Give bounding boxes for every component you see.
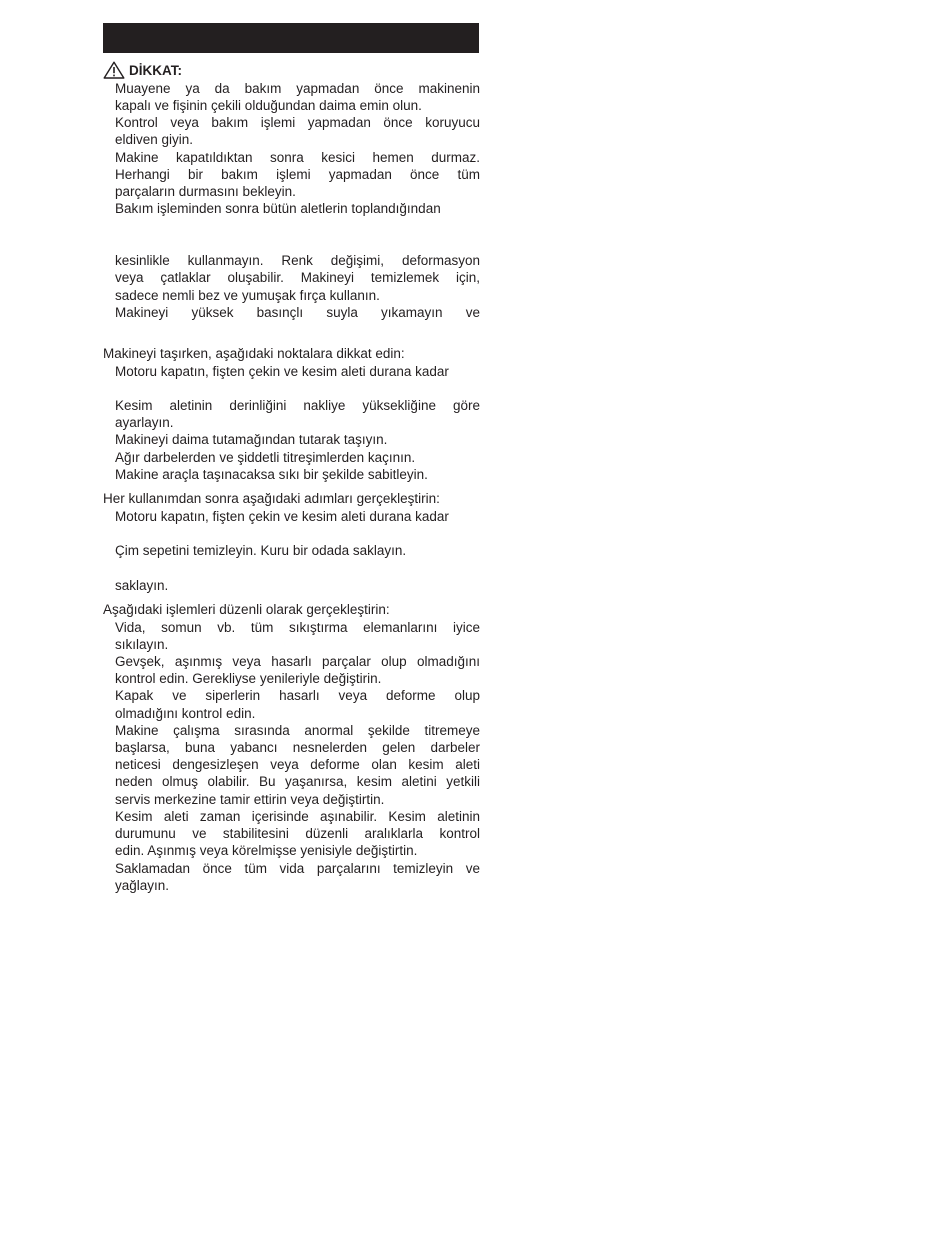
text-line: Kesim aleti zaman içerisinde aşınabilir. Kesim aletinin xyxy=(115,809,480,824)
section-intro-transport: Makineyi taşırken, aşağıdaki noktalara dikkat edin: xyxy=(103,346,405,361)
text-line: durumunu ve stabilitesini düzenli aralıklarla kontrol xyxy=(115,826,480,841)
text-line: Makineyi yüksek basınçlı suyla yıkamayın ve xyxy=(115,305,480,320)
text-line: Muayene ya da bakım yapmadan önce makinenin xyxy=(115,81,480,96)
text-line: Vida, somun vb. tüm sıkıştırma elemanlarını iyice xyxy=(115,620,480,635)
text-line: yağlayın. xyxy=(115,878,170,893)
text-line: kesinlikle kullanmayın. Renk değişimi, deformasyon xyxy=(115,253,480,268)
warning-triangle-icon xyxy=(103,61,125,79)
text-line: Saklamadan önce tüm vida parçalarını temizleyin ve xyxy=(115,861,480,876)
text-line: Kesim aletinin derinliğini nakliye yüksekliğine göre xyxy=(115,398,480,413)
text-line: başlarsa, buna yabancı nesnelerden gelen darbeler xyxy=(115,740,480,755)
text-line: Motoru kapatın, fişten çekin ve kesim aleti durana kadar xyxy=(115,509,449,524)
text-line: Gevşek, aşınmış veya hasarlı parçalar olup olmadığını xyxy=(115,654,480,669)
text-line: Herhangi bir bakım işlemi yapmadan önce tüm xyxy=(115,167,480,182)
text-line: Makine araçla taşınacaksa sıkı bir şekilde sabitleyin. xyxy=(115,467,428,482)
text-line: Makineyi daima tutamağından tutarak taşıyın. xyxy=(115,432,388,447)
text-line: Ağır darbelerden ve şiddetli titreşimlerden kaçının. xyxy=(115,450,416,465)
section-intro-after-use: Her kullanımdan sonra aşağıdaki adımları gerçekleştirin: xyxy=(103,491,440,506)
text-line: kontrol edin. Gerekliyse yenileriyle değiştirin. xyxy=(115,671,382,686)
text-line: olmadığını kontrol edin. xyxy=(115,706,256,721)
text-line: veya çatlaklar oluşabilir. Makineyi temizlemek için, xyxy=(115,270,480,285)
text-line: servis merkezine tamir ettirin veya değiştirtin. xyxy=(115,792,385,807)
text-line: Motoru kapatın, fişten çekin ve kesim aleti durana kadar xyxy=(115,364,449,379)
text-line: parçaların durmasını bekleyin. xyxy=(115,184,296,199)
text-line: kapalı ve fişinin çekili olduğundan daima emin olun. xyxy=(115,98,422,113)
caution-label: DİKKAT: xyxy=(129,62,182,78)
text-line: Kontrol veya bakım işlemi yapmadan önce koruyucu xyxy=(115,115,480,130)
section-header-bar xyxy=(103,23,479,53)
section-intro-regular: Aşağıdaki işlemleri düzenli olarak gerçekleştirin: xyxy=(103,602,390,617)
text-line: Kapak ve siperlerin hasarlı veya deforme olup xyxy=(115,688,480,703)
text-line: neden olmuş olabilir. Bu yaşanırsa, kesim aletini yetkili xyxy=(115,774,480,789)
text-line: Makine kapatıldıktan sonra kesici hemen durmaz. xyxy=(115,150,480,165)
text-line: edin. Aşınmış veya körelmişse yenisiyle değiştirtin. xyxy=(115,843,418,858)
text-line: Makine çalışma sırasında anormal şekilde titremeye xyxy=(115,723,480,738)
text-line: saklayın. xyxy=(115,578,169,593)
text-line: Bakım işleminden sonra bütün aletlerin toplandığından xyxy=(115,201,441,216)
text-line: Çim sepetini temizleyin. Kuru bir odada saklayın. xyxy=(115,543,407,558)
text-line: neticesi dengesizleşen veya deforme olan kesim aleti xyxy=(115,757,480,772)
text-line: ayarlayın. xyxy=(115,415,174,430)
text-line: sıkılayın. xyxy=(115,637,169,652)
caution-heading xyxy=(103,61,182,79)
text-line: sadece nemli bez ve yumuşak fırça kullanın. xyxy=(115,288,380,303)
text-line: eldiven giyin. xyxy=(115,132,194,147)
